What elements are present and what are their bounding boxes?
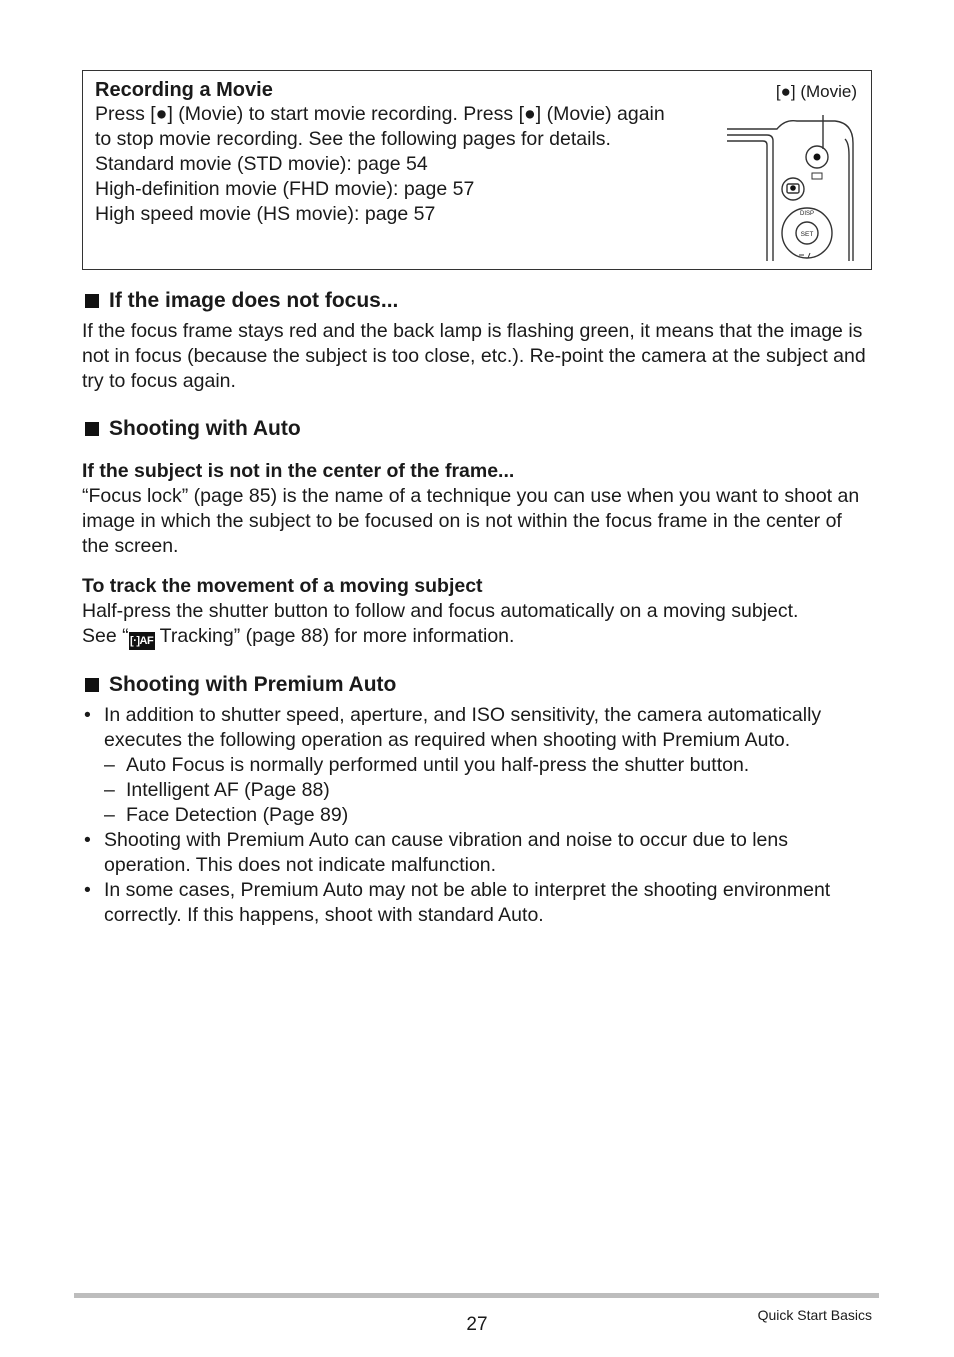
recording-line-std: Standard movie (STD movie): page 54: [95, 153, 428, 175]
auto-section-heading: [82, 416, 872, 442]
premium-dash-1: Auto Focus is normally performed until you half-press the shutter button.: [126, 754, 750, 776]
recording-movie-box: [82, 70, 872, 270]
recording-title: Recording a Movie: [95, 79, 273, 101]
auto-heading-text: Shooting with Auto: [109, 417, 301, 440]
set-label: SET: [800, 231, 814, 238]
premium-dash-2: Intelligent AF (Page 88): [126, 779, 330, 801]
premium-dash-3: Face Detection (Page 89): [126, 804, 349, 826]
list-item: – Intelligent AF (Page 88): [104, 779, 330, 801]
focus-section-heading: [82, 288, 872, 314]
tracking-af-icon: [·]AF: [129, 632, 155, 650]
list-item: • In addition to shutter speed, aperture, and ISO sensitivity, the camera automatically executes the following operation as required when shooting with Premium Auto.: [84, 704, 822, 751]
page-content: [82, 70, 872, 928]
tracking-line-2-post: Tracking” (page 88) for more information.: [154, 625, 515, 647]
premium-bullet-2: Shooting with Premium Auto can cause vibration and noise to occur due to lens operation. This does not indicate malfunction.: [104, 829, 788, 876]
section-square-icon: [85, 678, 99, 692]
footer-rule: [74, 1293, 879, 1298]
list-item: – Face Detection (Page 89): [104, 804, 349, 826]
section-square-icon: [85, 422, 99, 436]
tracking-line-1: Half-press the shutter button to follow and focus automatically on a moving subject.: [82, 600, 799, 622]
movie-dot-icon: [814, 154, 821, 161]
list-item: – Auto Focus is normally performed until you half-press the shutter button.: [104, 754, 750, 776]
movie-button-label: [●] (Movie): [775, 82, 857, 101]
tracking-line-2-pre: See “: [82, 625, 129, 647]
list-item: • In some cases, Premium Auto may not be able to interpret the shooting environment correctly. If this happens, shoot with standard Auto.: [84, 879, 831, 926]
focus-heading-text: If the image does not focus...: [109, 289, 399, 312]
center-frame-subheading: If the subject is not in the center of the frame...: [82, 460, 515, 482]
focus-body: If the focus frame stays red and the back lamp is flashing green, it means that the image is not in focus (because the subject is too close, etc.). Re-point the camera at the subject and try to focus again.: [82, 320, 866, 392]
premium-bullet-3: In some cases, Premium Auto may not be able to interpret the shooting environment correctly. If this happens, shoot with standard Auto.: [104, 879, 831, 926]
focus-lock-body: “Focus lock” (page 85) is the name of a technique you can use when you want to shoot an image in which the subject to be focused on is not within the focus frame in the center of the screen.: [82, 485, 860, 557]
premium-section-heading: [82, 672, 872, 698]
camera-back-illustration: [727, 115, 859, 263]
page-number: 27: [466, 1314, 488, 1335]
tracking-subheading: To track the movement of a moving subject: [82, 575, 483, 597]
disp-label: DISP: [799, 211, 815, 217]
list-item: • Shooting with Premium Auto can cause vibration and noise to occur due to lens operation. This does not indicate malfunction.: [84, 829, 788, 876]
tracking-body: [82, 599, 872, 650]
section-square-icon: [85, 294, 99, 308]
footer-section-label: Quick Start Basics: [757, 1307, 872, 1323]
recording-line-fhd: High-definition movie (FHD movie): page 57: [95, 178, 475, 200]
premium-heading-text: Shooting with Premium Auto: [109, 673, 397, 696]
premium-bullet-1: In addition to shutter speed, aperture, and ISO sensitivity, the camera automatically executes the following operation as required when shooting with Premium Auto.: [104, 704, 822, 751]
recording-line-hs: High speed movie (HS movie): page 57: [95, 203, 436, 225]
recording-body: Press [●] (Movie) to start movie recording. Press [●] (Movie) again to stop movie recording. See the following pages for details.: [95, 103, 665, 150]
